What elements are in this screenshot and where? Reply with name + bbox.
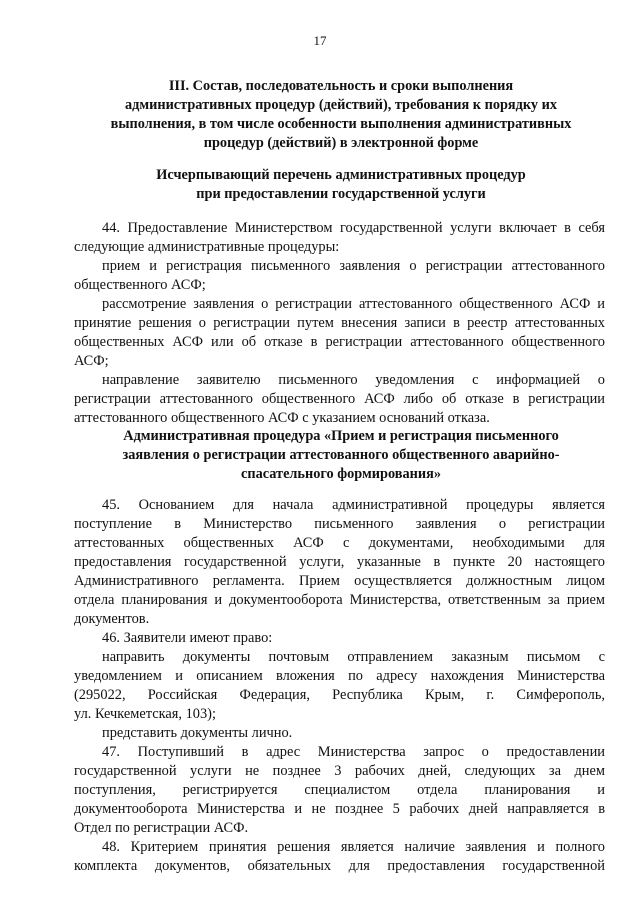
section-title-line: III. Состав, последовательность и сроки выполнения — [168, 78, 514, 94]
text-line: 48. Критерием принятия решения является наличие заявления и полного — [102, 839, 605, 855]
text-line: представить документы лично. — [102, 725, 293, 741]
text-line: регистрации аттестованного общественного АСФ либо об отказе в регистрации — [74, 391, 605, 407]
text-line: 44. Предоставление Министерством государственной услуги включает в себя — [102, 220, 605, 236]
text-line: прием и регистрация письменного заявления о регистрации аттестованного — [102, 258, 605, 274]
text-line: уведомлением и описанием вложения по адресу нахождения Министерства — [74, 668, 605, 684]
text-line: отдела планирования и документооборота Министерства, ответственным за прием — [74, 592, 605, 608]
section-title-line: административных процедур (действий), требования к порядку их — [124, 97, 558, 113]
text-line: Отдел по регистрации АСФ. — [74, 820, 249, 836]
text-line: АСФ; — [74, 353, 109, 369]
subsection-title-line: при предоставлении государственной услуги — [196, 186, 486, 202]
text-line: ул. Кечкеметская, 103); — [74, 706, 216, 722]
text-line: общественного АСФ; — [74, 277, 206, 293]
text-line: 45. Основанием для начала административной процедуры является — [102, 497, 605, 513]
procedure-title-line: заявления о регистрации аттестованного общественного аварийно- — [122, 447, 560, 463]
procedure-title — [78, 427, 604, 484]
text-line: (295022, Российская Федерация, Республика Крым, г. Симферополь, — [74, 687, 605, 703]
text-line: поступление в Министерство письменного заявления о регистрации — [74, 516, 605, 532]
text-line: общественных АСФ или об отказе в регистрации аттестованного общественного — [74, 334, 605, 350]
page-number: 17 — [313, 33, 327, 48]
text-line: 47. Поступивший в адрес Министерства запрос о предоставлении — [102, 744, 605, 760]
subsection-title — [78, 166, 604, 204]
text-line: принятие решения о регистрации путем внесения записи в реестр аттестованных — [74, 315, 605, 331]
text-line: рассмотрение заявления о регистрации аттестованного общественного АСФ и — [102, 296, 605, 312]
text-line: Административного регламента. Прием осуществляется должностным лицом — [74, 573, 605, 589]
text-line: аттестованных общественных АСФ с документами, необходимыми для — [74, 535, 605, 551]
text-line: направление заявителю письменного уведомления с информацией о — [102, 372, 605, 388]
text-line: аттестованного общественного АСФ с указанием оснований отказа. — [74, 410, 490, 426]
text-line: следующие административные процедуры: — [74, 239, 340, 255]
text-line: поступления, регистрируется специалистом отдела планирования и — [74, 782, 605, 798]
text-line: документооборота Министерства и не позднее 5 рабочих дней направляется в — [74, 801, 605, 817]
text-line: 46. Заявители имеют право: — [102, 630, 273, 646]
text-line: документов. — [74, 611, 150, 627]
text-line: направить документы почтовым отправлением заказным письмом с — [102, 649, 605, 665]
subsection-title-line: Исчерпывающий перечень административных процедур — [156, 167, 526, 183]
procedure-title-line: спасательного формирования» — [241, 466, 441, 482]
text-line: предоставления государственной услуги, указанные в пункте 20 настоящего — [74, 554, 605, 570]
section-title — [78, 77, 604, 153]
text-line: комплекта документов, обязательных для предоставления государственной — [74, 858, 605, 874]
procedure-title-line: Административная процедура «Прием и регистрация письменного — [123, 428, 559, 444]
section-title-line: процедур (действий) в электронной форме — [203, 135, 479, 151]
text-line: государственной услуги не позднее 3 рабочих дней, следующих за днем — [74, 763, 605, 779]
section-title-line: выполнения, в том числе особенности выполнения административных — [110, 116, 572, 132]
